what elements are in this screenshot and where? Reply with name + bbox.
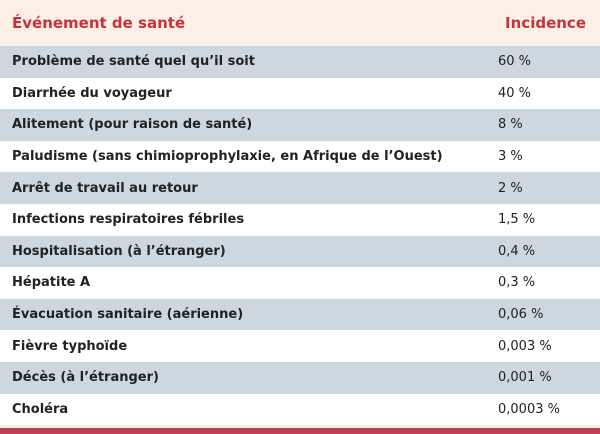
- row-incidence: 2 %: [498, 180, 523, 196]
- row-event: Choléra: [12, 401, 69, 417]
- table-header: [0, 0, 600, 46]
- row-incidence: 0,001 %: [498, 370, 552, 386]
- row-event: Alitement (pour raison de santé): [12, 117, 253, 133]
- table-row: [0, 204, 600, 236]
- row-event: Paludisme (sans chimioprophylaxie, en Afrique de l’Ouest): [12, 149, 443, 165]
- table-row: [0, 394, 600, 426]
- row-incidence: 40 %: [498, 85, 532, 101]
- table-row: [0, 109, 600, 141]
- table-row: [0, 299, 600, 331]
- table-row: [0, 141, 600, 173]
- row-incidence: 60 %: [498, 54, 532, 70]
- row-incidence: 0,4 %: [498, 243, 536, 259]
- row-incidence: 0,0003 %: [498, 401, 560, 417]
- row-event: Arrêt de travail au retour: [12, 180, 198, 196]
- row-event: Hépatite A: [12, 275, 91, 291]
- table-row: [0, 78, 600, 110]
- table-row: [0, 267, 600, 299]
- header-event: Événement de santé: [12, 14, 186, 32]
- bottom-rule: [0, 428, 600, 434]
- table-row: [0, 236, 600, 268]
- header-incidence: Incidence: [505, 14, 586, 32]
- row-event: Hospitalisation (à l’étranger): [12, 243, 226, 259]
- row-incidence: 3 %: [498, 149, 523, 165]
- row-event: Infections respiratoires fébriles: [12, 212, 245, 228]
- table-row: [0, 362, 600, 394]
- row-incidence: 1,5 %: [498, 212, 536, 228]
- table-row: [0, 46, 600, 78]
- row-incidence: 0,3 %: [498, 275, 536, 291]
- row-incidence: 0,06 %: [498, 307, 544, 323]
- row-incidence: 0,003 %: [498, 338, 552, 354]
- row-event: Problème de santé quel qu’il soit: [12, 54, 255, 70]
- row-event: Décès (à l’étranger): [12, 370, 159, 386]
- row-event: Fièvre typhoïde: [12, 338, 128, 354]
- row-incidence: 8 %: [498, 117, 523, 133]
- table-row: [0, 172, 600, 204]
- table-body: [0, 46, 600, 425]
- row-event: Diarrhée du voyageur: [12, 85, 172, 101]
- table-row: [0, 330, 600, 362]
- row-event: Évacuation sanitaire (aérienne): [12, 307, 244, 323]
